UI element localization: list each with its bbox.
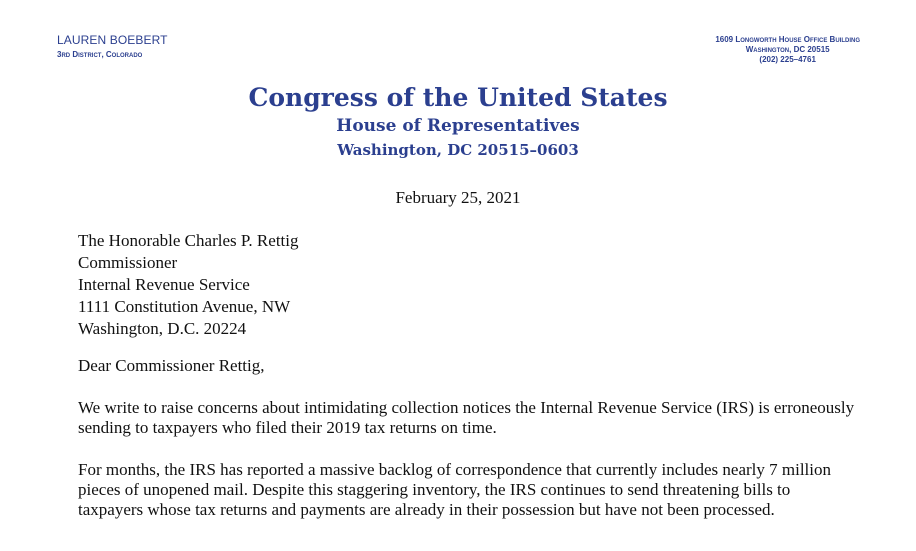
office-address-line2: Washington, DC 20515 (745, 45, 830, 54)
office-address-line1: 1609 Longworth House Office Building (715, 35, 860, 44)
office-block (715, 35, 860, 65)
recipient-line: Commissioner (78, 253, 178, 272)
congress-letterhead (0, 82, 916, 162)
recipient-line: 1111 Constitution Avenue, NW (78, 297, 291, 316)
body-paragraph: We write to raise concerns about intimidating collection notices the Internal Revenue Service (IRS) is erroneously sending to taxpayers who filed their 2019 tax returns on time. (78, 398, 855, 437)
office-phone: (202) 225–4761 (759, 55, 816, 64)
letter-date: February 25, 2021 (395, 188, 521, 207)
member-block (57, 33, 168, 59)
member-name: LAUREN BOEBERT (57, 33, 168, 47)
letterhead-congress: Congress of the United States (248, 83, 668, 112)
recipient-line: The Honorable Charles P. Rettig (78, 231, 299, 250)
salutation: Dear Commissioner Rettig, (78, 356, 265, 375)
recipient-line: Internal Revenue Service (78, 275, 250, 294)
member-district: 3rd District, Colorado (57, 50, 143, 59)
letterhead-city: Washington, DC 20515–0603 (337, 141, 579, 159)
recipient-line: Washington, D.C. 20224 (78, 319, 247, 338)
body-paragraph: For months, the IRS has reported a massive backlog of correspondence that currently includes nearly 7 million pieces of unopened mail. Despite this staggering inventory, the IRS continues to send threatening bills to taxpayers whose tax returns and payments are already in their possession but have not been processed. (78, 460, 831, 519)
recipient-address (78, 230, 299, 340)
letterhead-house: House of Representatives (336, 116, 580, 136)
